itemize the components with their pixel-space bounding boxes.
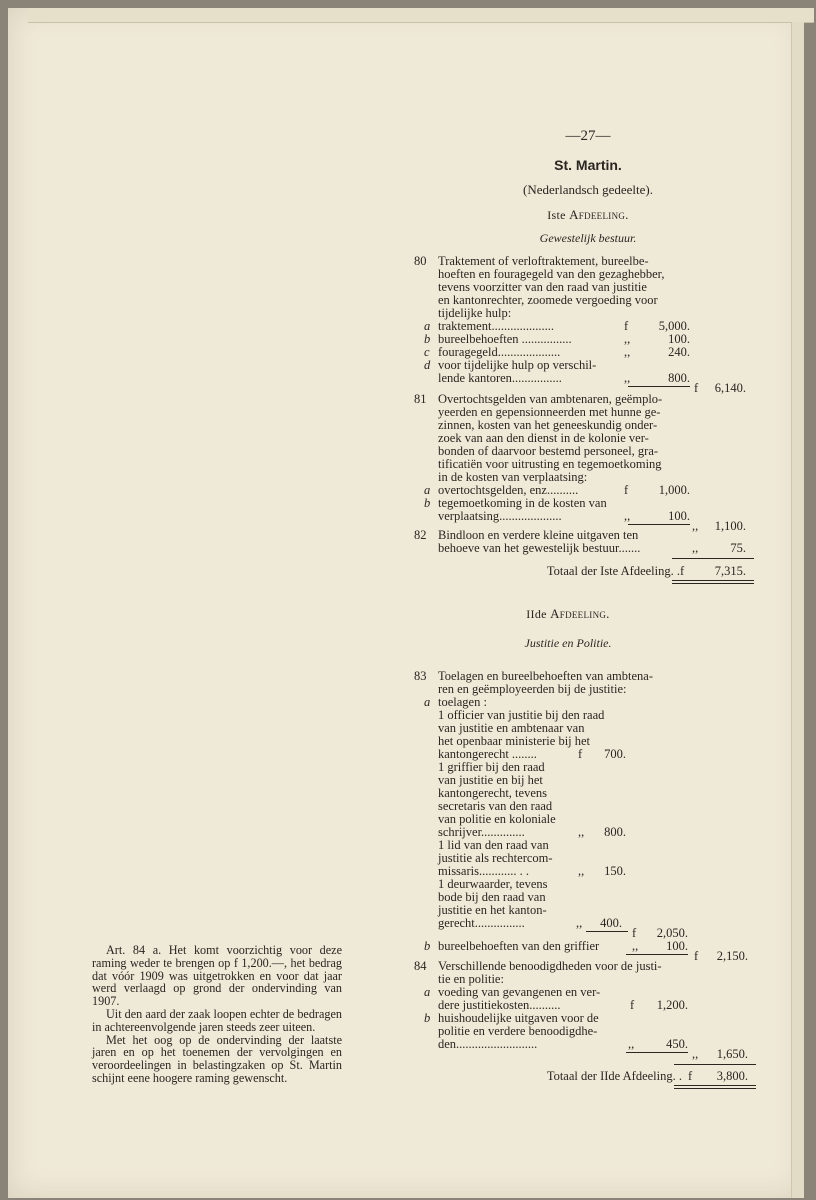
item-80c-currency: ,, (624, 345, 631, 359)
item-84b-label-3: den.......................... (438, 1037, 538, 1051)
item-83-sub4-currency: ,, (576, 916, 583, 930)
item-83-sub2-amount: 800. (604, 825, 626, 839)
item-83-total: 2,150. (716, 949, 748, 963)
subtotal-rule (626, 954, 688, 955)
page-subtitle: (Nederlandsch gedeelte). (523, 182, 653, 197)
item-82-number: 82 (414, 528, 427, 542)
item-83-sub1-amount: 700. (604, 747, 626, 761)
item-81b-currency: ,, (624, 509, 631, 523)
item-83-sub4-line-3: justitie en het kanton- (438, 903, 547, 917)
item-80c-label: fouragegeld.................... (438, 345, 561, 359)
side-note (92, 944, 342, 1085)
item-81-line-6: tificatiën voor uitrusting en tegemoetkoming (438, 457, 662, 471)
item-80a-currency: f (624, 319, 629, 333)
item-81b-letter: b (424, 496, 431, 510)
item-81-total: 1,100. (714, 519, 746, 533)
item-80-line-4: en kantonrechter, zoomede vergoeding voor (438, 293, 658, 307)
item-83a-total: 2,050. (656, 926, 688, 940)
double-rule-2 (672, 583, 754, 584)
item-83-sub3-line-2: justitie als rechtercom- (438, 851, 553, 865)
item-80d-currency: ,, (624, 371, 631, 385)
item-83a-total-currency: f (632, 926, 637, 940)
item-80d-label-1: voor tijdelijke hulp op verschil- (438, 358, 597, 372)
item-81-line-4: zoek van aan den dienst in de kolonie ver- (438, 431, 649, 445)
item-83a-letter: a (424, 695, 431, 709)
item-83-sub2-line-3: kantongerecht, tevens (438, 786, 547, 800)
item-83-line-2: ren en geëmployeerden bij de justitie: (438, 682, 627, 696)
item-84-line-2: tie en politie: (438, 972, 504, 986)
section1-total-currency: f (680, 564, 685, 578)
section1-total: 7,315. (714, 564, 746, 578)
item-81-total-currency: ,, (692, 519, 699, 533)
item-81b-label-1: tegemoetkoming in de kosten van (438, 496, 607, 510)
section2-total-currency: f (688, 1069, 693, 1083)
item-82-line-2: behoeve van het gewestelijk bestuur....... (438, 541, 641, 555)
item-83-total-currency: f (694, 949, 699, 963)
item-80b-currency: ,, (624, 332, 631, 346)
item-83b-currency: ,, (632, 939, 639, 953)
item-80c-letter: c (424, 345, 430, 359)
section1-heading-word: Afdeeling. (569, 207, 629, 222)
item-80-line-2: hoeften en fouragegeld van den gezaghebber, (438, 267, 665, 281)
item-80a-letter: a (424, 319, 431, 333)
item-83-sub4-last: gerecht................ (438, 916, 525, 930)
subtotal-rule (628, 524, 690, 525)
item-83-sub1-last: kantongerecht ........ (438, 747, 537, 761)
item-83-sub1-line-2: van justitie en ambtenaar van (438, 721, 585, 735)
document-page (8, 8, 804, 1198)
item-80-number: 80 (414, 254, 427, 268)
item-83-sub2-line-5: van politie en koloniale (438, 812, 556, 826)
item-80-line-1: Traktement of verloftraktement, bureelbe- (438, 254, 649, 268)
item-81a-label: overtochtsgelden, enz.......... (438, 483, 579, 497)
item-84a-label-1: voeding van gevangenen en ver- (438, 985, 601, 999)
item-80-total: 6,140. (714, 381, 746, 395)
item-83b-amount: 100. (666, 939, 688, 953)
section1-heading (488, 207, 688, 223)
item-83a-label: toelagen : (438, 695, 487, 709)
subtotal-rule (626, 1052, 688, 1053)
subtotal-rule (628, 386, 690, 387)
side-note-paragraph-2: Uit den aard der zaak loopen echter de bedragen in achtereenvolgende jaren steeds zeer uiteen. (92, 1006, 342, 1034)
item-84a-label-2: dere justitiekosten.......... (438, 998, 561, 1012)
page-title: St. Martin. (554, 157, 622, 173)
section2-heading-word: Afdeeling. (550, 606, 610, 621)
item-82-amount: 75. (730, 541, 746, 555)
item-84-line-1: Verschillende benoodigdheden voor de justi- (438, 959, 662, 973)
item-84-total: 1,650. (716, 1047, 748, 1061)
item-81a-letter: a (424, 483, 431, 497)
item-84b-label-1: huishoudelijke uitgaven voor de (438, 1011, 599, 1025)
item-83-sub2-line-2: van justitie en bij het (438, 773, 543, 787)
item-83-sub1-line-3: het openbaar ministerie bij het (438, 734, 591, 748)
section1-subheading: Gewestelijk bestuur. (539, 231, 637, 245)
section1-heading-prefix: Iste (547, 208, 566, 222)
side-note-paragraph-3: Met het oog op de ondervinding der laatste jaren en op het toenemen der vervolgingen en veroordeelingen in belastingzaken op St. Martin schijnt eene hoogere raming gewenscht. (92, 1032, 342, 1085)
item-80c-amount: 240. (668, 345, 690, 359)
item-82-currency: ,, (692, 541, 699, 555)
item-83-sub1-currency: f (578, 747, 583, 761)
item-80b-label: bureelbehoeften ................ (438, 332, 572, 346)
item-81-line-5: bonden of daarvoor bestemd personeel, gra- (438, 444, 659, 458)
item-83-number: 83 (414, 669, 427, 683)
item-84a-letter: a (424, 985, 431, 999)
item-83-sub4-amount: 400. (600, 916, 622, 930)
item-80d-label-2: lende kantoren................ (438, 371, 562, 385)
side-note-paragraph-1: Art. 84 a. Het komt voorzichtig voor deze raming weder te brengen op f 1,200.—, het bedrag dat vóór 1909 was uitgetrokken en voor dat jaar werd verlaagd op grond der ondervinding van 1907. (92, 943, 342, 1009)
section2-total-label: Totaal der IIde Afdeeling. . (546, 1069, 682, 1083)
item-83-sub1-line-1: 1 officier van justitie bij den raad (438, 708, 605, 722)
item-84a-currency: f (630, 998, 635, 1012)
total-rule (672, 558, 754, 559)
section2-heading (468, 606, 668, 622)
item-83b-letter: b (424, 939, 431, 953)
item-84b-letter: b (424, 1011, 431, 1025)
item-83-sub2-currency: ,, (578, 825, 585, 839)
item-80a-label: traktement.................... (438, 319, 554, 333)
item-83-sub3-last: missaris............ . . (438, 864, 529, 878)
item-83-line-1: Toelagen en bureelbehoeften van ambtena- (438, 669, 653, 683)
item-83-sub4-line-2: bode bij den raad van (438, 890, 546, 904)
item-81-line-7: in de kosten van verplaatsing: (438, 470, 588, 484)
item-81-line-2: yeerden en gepensionneerden met hunne ge- (438, 405, 661, 419)
page-right-edge (791, 22, 804, 1198)
item-81a-amount: 1,000. (658, 483, 690, 497)
section2-total: 3,800. (716, 1069, 748, 1083)
item-80b-amount: 100. (668, 332, 690, 346)
item-81-line-1: Overtochtsgelden van ambtenaren, geëmplo- (438, 392, 663, 406)
item-83b-label: bureelbehoeften van den griffier (438, 939, 600, 953)
item-83-sub3-line-1: 1 lid van den raad van (438, 838, 549, 852)
item-83-sub3-currency: ,, (578, 864, 585, 878)
item-82-line-1: Bindloon en verdere kleine uitgaven ten (438, 528, 639, 542)
item-80-line-3: tevens voorzitter van den raad van justitie (438, 280, 647, 294)
item-84b-label-2: politie en verdere benoodigdhe- (438, 1024, 598, 1038)
subtotal-rule (586, 931, 628, 932)
item-80d-amount: 800. (668, 371, 690, 385)
page-number: —27— (565, 128, 611, 144)
page-top-edge (28, 8, 814, 23)
item-80a-amount: 5,000. (658, 319, 690, 333)
double-rule-2 (674, 1088, 756, 1089)
item-83-sub2-last: schrijver.............. (438, 825, 525, 839)
item-84b-amount: 450. (666, 1037, 688, 1051)
item-80d-letter: d (424, 358, 431, 372)
item-83-sub2-line-4: secretaris van den raad (438, 799, 553, 813)
double-rule-1 (672, 580, 754, 581)
item-81-number: 81 (414, 392, 427, 406)
item-84a-amount: 1,200. (656, 998, 688, 1012)
item-81b-amount: 100. (668, 509, 690, 523)
item-84b-currency: ,, (628, 1037, 635, 1051)
item-80b-letter: b (424, 332, 431, 346)
item-83-sub3-amount: 150. (604, 864, 626, 878)
item-80-total-currency: f (694, 381, 699, 395)
item-81-line-3: zinnen, kosten van het geneeskundig onder- (438, 418, 658, 432)
item-81b-label-2: verplaatsing.................... (438, 509, 562, 523)
double-rule-1 (674, 1085, 756, 1086)
total-rule (674, 1064, 756, 1065)
item-83-sub2-line-1: 1 griffier bij den raad (438, 760, 545, 774)
item-84-number: 84 (414, 959, 427, 973)
section2-heading-prefix: IIde (526, 607, 547, 621)
item-83-sub4-line-1: 1 deurwaarder, tevens (438, 877, 548, 891)
item-81a-currency: f (624, 483, 629, 497)
item-84-total-currency: ,, (692, 1047, 699, 1061)
item-80-line-5: tijdelijke hulp: (438, 306, 512, 320)
section2-subheading: Justitie en Politie. (524, 636, 612, 650)
section1-total-label: Totaal der Iste Afdeeling. . (546, 564, 680, 578)
